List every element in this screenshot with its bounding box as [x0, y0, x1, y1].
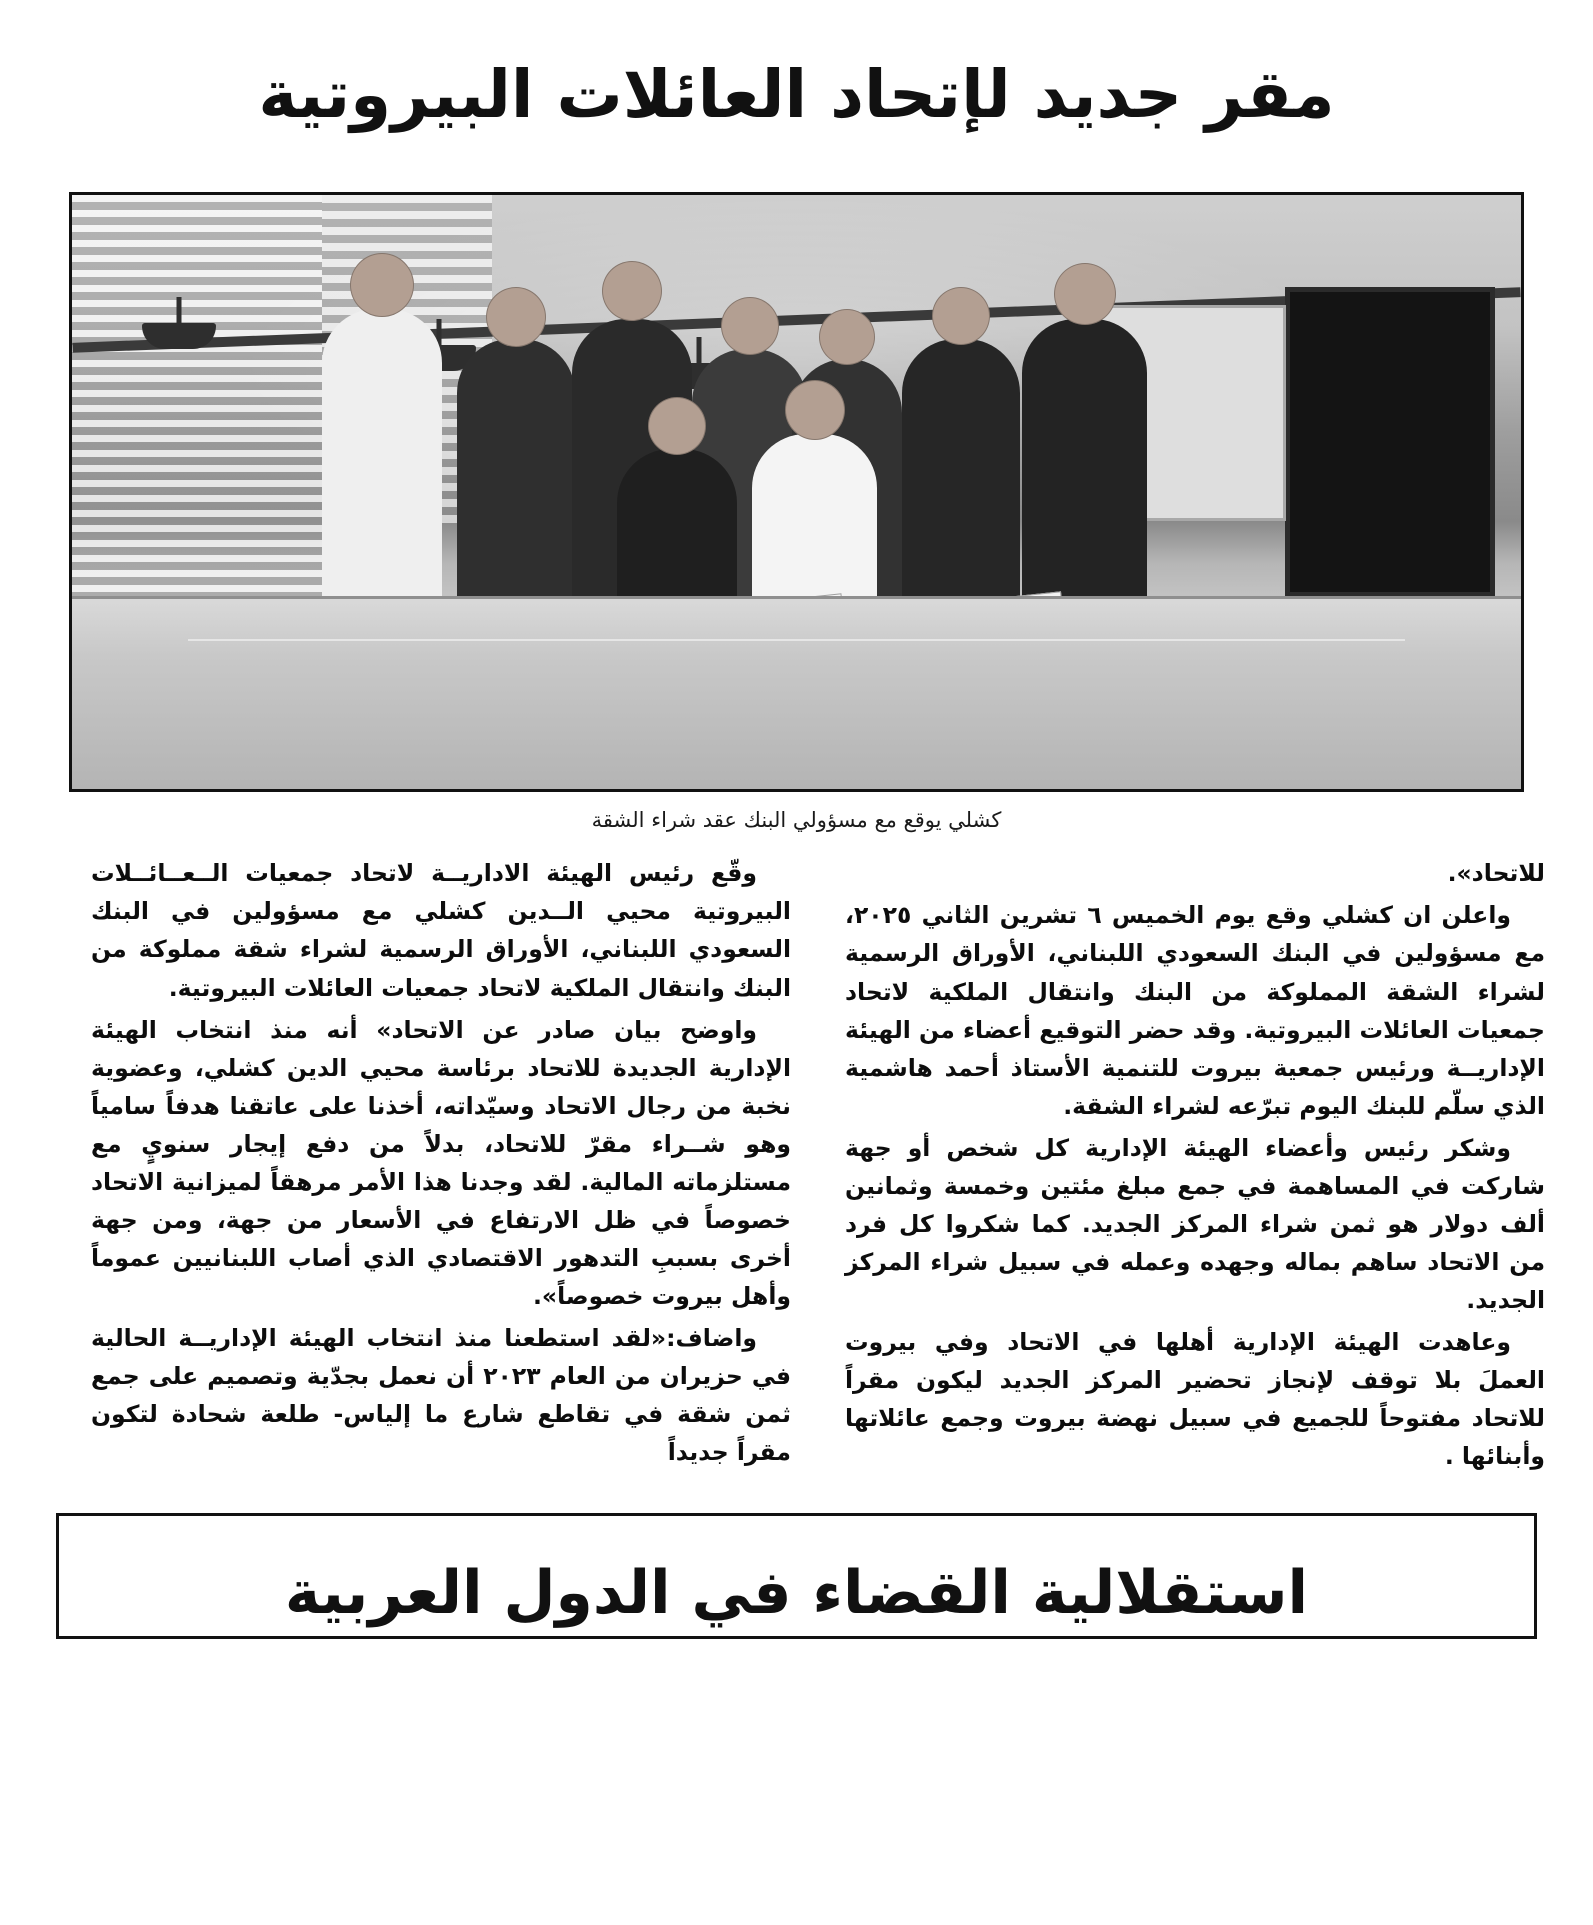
- person-standing: [902, 339, 1020, 639]
- person-standing: [1022, 319, 1147, 639]
- paragraph: واعلن ان كشلي وقع يوم الخميس ٦ تشرين الثاني ٢٠٢٥، مع مسؤولين في البنك السعودي اللبناني، الأوراق الرسمية لشراء الشقة المملوكة من البنك وانتقال الملكية لاتحاد جمعيات العائلات البيروتية. وقد حضر التوقيع أعضاء من الهيئة الإداريــة ورئيس جمعية بيروت للتنمية الأستاذ أحمد هاشمية الذي سلّم للبنك اليوم تبرّعه لشراء الشقة.: [845, 901, 1545, 1120]
- paragraph: واوضح بيان صادر عن الاتحاد» أنه منذ انتخاب الهيئة الإدارية الجديدة للاتحاد برئاسة محيي الدين كشلي، وعضوية نخبة من رجال الاتحاد وسيّداته، أخذنا على عاتقنا هدفاً سامياً وهو شــراء مقرّ للاتحاد، بدلاً من دفع إيجار سنويٍ مع مستلزماته المالية. لقد وجدنا هذا الأمر مرهقاً لميزانية الاتحاد خصوصاً في ظل الارتفاع في الأسعار من جهة، ومن جهة أخرى بسببِ التدهور الاقتصادي الذي أصاب اللبنانيين عموماً وأهل بيروت خصوصاً».: [91, 1015, 791, 1310]
- conference-table: [72, 596, 1521, 789]
- person-head: [721, 297, 779, 355]
- person-head: [648, 397, 706, 455]
- person-head: [602, 261, 662, 321]
- person-head: [819, 309, 875, 365]
- paragraph: للاتحاد».: [1447, 859, 1545, 888]
- person-head: [1054, 263, 1116, 325]
- column-right: [91, 854, 791, 1479]
- next-article-box: [56, 1513, 1537, 1639]
- photo-caption: كشلي يوقع مع مسؤولي البنك عقد شراء الشقة: [591, 808, 1002, 833]
- paragraph: وعاهدت الهيئة الإدارية أهلها في الاتحاد وفي بيروت العملَ بلا توقف لإنجاز تحضير المركز الجديد ليكون مقراً للاتحاد مفتوحاً للجميع في سبيل نهضة بيروت وجمع عائلاتها وأبنائها .: [845, 1328, 1545, 1471]
- paragraph: وشكر رئيس وأعضاء الهيئة الإدارية كل شخص أو جهة شاركت في المساهمة في جمع مبلغ مئتين وخمسة وثمانين ألف دولار هو ثمن شراء المركز الجديد. كما شكروا كل فرد من الاتحاد ساهم بماله وجهده وعمله في سبيل شراء المركز الجديد.: [845, 1133, 1545, 1314]
- paragraph: وقّع رئيس الهيئة الاداريــة لاتحاد جمعيات الــعــائــلات البيروتية محيي الــدين كشلي مع مسؤولين في البنك السعودي اللبناني، الأوراق الرسمية لشراء شقة مملوكة من البنك وانتقال الملكية لاتحاد جمعيات العائلات البيروتية.: [91, 859, 791, 1002]
- paragraph: واضاف:«لقد استطعنا منذ انتخاب الهيئة الإداريــة الحالية في حزيران من العام ٢٠٢٣ أن نعمل بجدّية وتصميم على جمع ثمن شقة في تقاطع شارع ما إلياس- طلعة شحادة لتكون مقراً جديداً: [91, 1324, 791, 1467]
- newspaper-page: [0, 44, 1593, 1925]
- person-head: [350, 253, 414, 317]
- column-left: [845, 854, 1545, 1479]
- person-head: [932, 287, 990, 345]
- article-photo: [69, 192, 1524, 792]
- person-seated-signing: [752, 434, 877, 609]
- person-seated-signing: [617, 449, 737, 609]
- person-standing: [457, 339, 575, 639]
- ceiling-lamp: [142, 323, 216, 349]
- photo-scene: [72, 195, 1521, 789]
- wall-monitor: [1285, 287, 1495, 597]
- next-article-title: استقلالية القضاء في الدول العربية: [284, 1558, 1309, 1629]
- person-standing: [322, 309, 442, 639]
- person-head: [785, 380, 845, 440]
- person-head: [486, 287, 546, 347]
- article-body: [44, 854, 1549, 1479]
- page-title: مقر جديد لإتحاد العائلات البيروتية: [258, 56, 1335, 134]
